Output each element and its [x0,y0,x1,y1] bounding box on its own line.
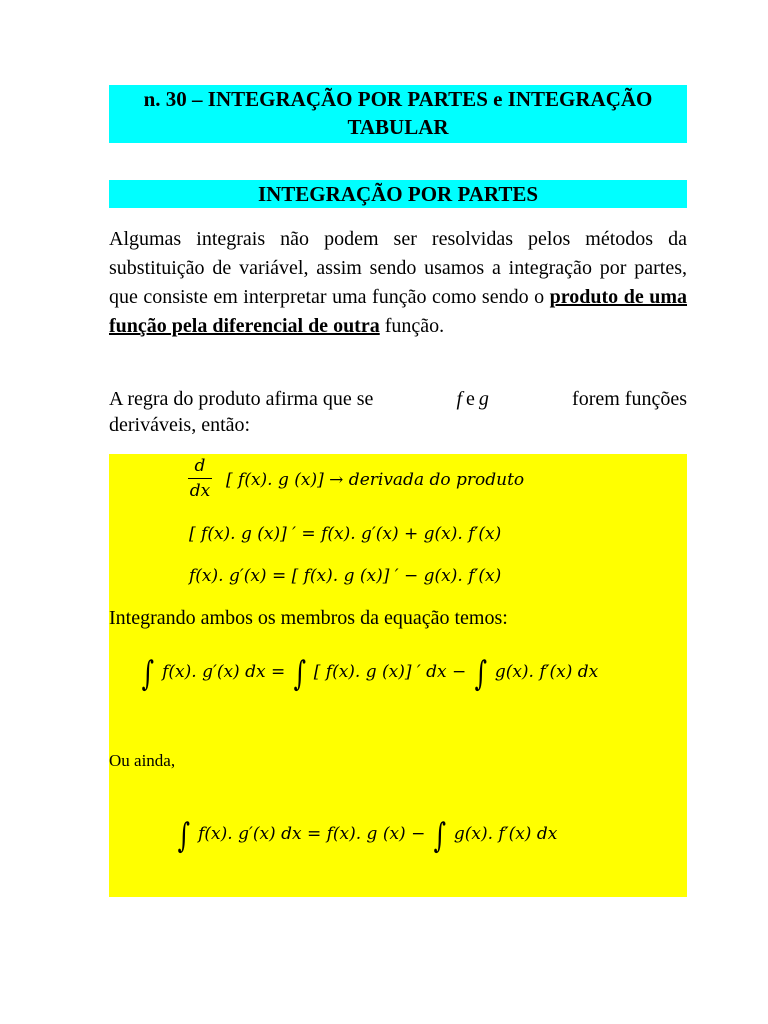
title-line-1: n. 30 – INTEGRAÇÃO POR PARTES e INTEGRAÇÃO [143,87,653,111]
intro-text: Algumas integrais não podem ser resolvidas pelos métodos da substituição de variável, assim sendo usamos a integração por partes, que consiste em interpretar uma função como sendo o [109,228,687,308]
product-rule-line-1 [109,386,687,412]
document-title [109,85,687,143]
fraction-denominator: dx [189,481,211,501]
formula-box [109,454,687,897]
intro-text-end: função. [379,315,445,337]
title-line-2: TABULAR [347,115,449,139]
equation-derivative-product: [ f(x). g (x)] → derivada do produto [226,470,525,490]
integrating-text: Integrando ambos os membros da equação temos: [109,607,508,629]
integral-symbol: ∫ [177,816,191,856]
eq4-term-2: [ f(x). g (x)] ′ dx − [313,662,472,682]
ou-ainda-text: Ou ainda, [109,751,176,770]
equation-integrated [139,654,598,694]
intro-paragraph [109,225,687,341]
product-rule-paragraph [109,386,687,438]
integral-symbol: ∫ [433,816,446,856]
derivative-fraction [188,456,212,501]
integral-symbol: ∫ [293,654,306,694]
eq5-term-1: f(x). g′(x) dx = f(x). g (x) − [198,824,431,844]
var-g: g [478,388,489,410]
var-f: f [456,388,463,410]
fraction-numerator: d [194,456,206,476]
equation-rearranged: f(x). g′(x) = [ f(x). g (x)] ′ − g(x). f′(x) [189,566,502,586]
rule-text-1: A regra do produto afirma que se [109,388,374,410]
eq5-term-2: g(x). f′(x) dx [453,824,558,844]
product-rule-line-2: deriváveis, então: [109,414,251,436]
rule-fg [452,386,492,412]
equation-product-rule: [ f(x). g (x)] ′ = f(x). g′(x) + g(x). f′(x) [189,524,502,544]
intro-emphasis: produto de uma função pela diferencial de outra [109,286,688,337]
rule-and: e [466,388,475,410]
rule-text-2: forem funções [572,388,687,410]
integral-symbol: ∫ [141,654,155,694]
equation-integration-by-parts [175,816,557,856]
eq4-term-3: g(x). f′(x) dx [494,662,599,682]
integral-symbol: ∫ [474,654,487,694]
section-heading: INTEGRAÇÃO POR PARTES [109,180,687,208]
fraction-bar [188,478,212,479]
eq4-term-1: f(x). g′(x) dx = [162,662,291,682]
